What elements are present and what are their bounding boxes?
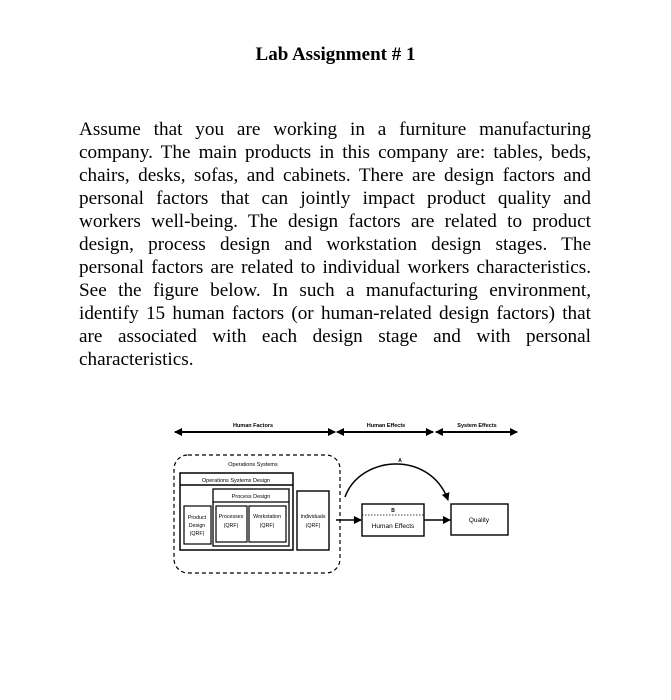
product-design-label: (QRF) (189, 531, 205, 537)
human-effects-box-label: Human Effects (371, 523, 415, 530)
product-design-label: Product (187, 515, 207, 521)
paragraph-line: See the figure below. In such a manufacturing environment, (79, 280, 591, 301)
paragraph-line: company. The main products in this company are: tables, beds, (79, 142, 591, 163)
process-design-label: Process Design (231, 494, 271, 500)
path-b-label: B (391, 508, 395, 514)
operations-systems-label: Operations Systems (228, 462, 278, 468)
page-title: Lab Assignment # 1 (255, 44, 416, 65)
paragraph-line: Assume that you are working in a furniture manufacturing (79, 119, 591, 140)
paragraph-line: personal factors are related to individual workers characteristics. (79, 257, 591, 278)
product-design-label: Design (188, 523, 206, 529)
human-effects-label: Human Effects (366, 423, 406, 429)
path-a-arrow (345, 464, 448, 500)
paragraph-line: workers well-being. The design factors are related to product (79, 211, 591, 232)
individuals-label: (QRF) (305, 523, 321, 529)
workstation-label: (QRF) (259, 523, 275, 529)
paragraph-line: characteristics. (79, 349, 194, 370)
paragraph-line: design, process design and workstation design stages. The (79, 234, 591, 255)
processes-label: Processes (218, 514, 244, 520)
individuals-label: Individuals (300, 514, 326, 520)
paragraph-line: chairs, desks, sofas, and cabinets. There are design factors and (79, 165, 591, 186)
system-effects-label: System Effects (457, 423, 497, 429)
processes-label: (QRF) (223, 523, 239, 529)
paragraph-line: are associated with each design stage and with personal (79, 326, 591, 347)
quality-box-label: Quality (468, 517, 490, 524)
individuals-box (297, 491, 329, 550)
paragraph-line: personal factors that can jointly impact product quality and (79, 188, 591, 209)
path-a-label: A (398, 458, 402, 464)
operations-systems-design-label: Operations Systems Design (201, 478, 271, 484)
paragraph-line: identify 15 human factors (or human-related design factors) that (79, 303, 591, 324)
human-factors-label: Human Factors (232, 423, 274, 429)
workstation-label: Workstation (253, 514, 281, 520)
